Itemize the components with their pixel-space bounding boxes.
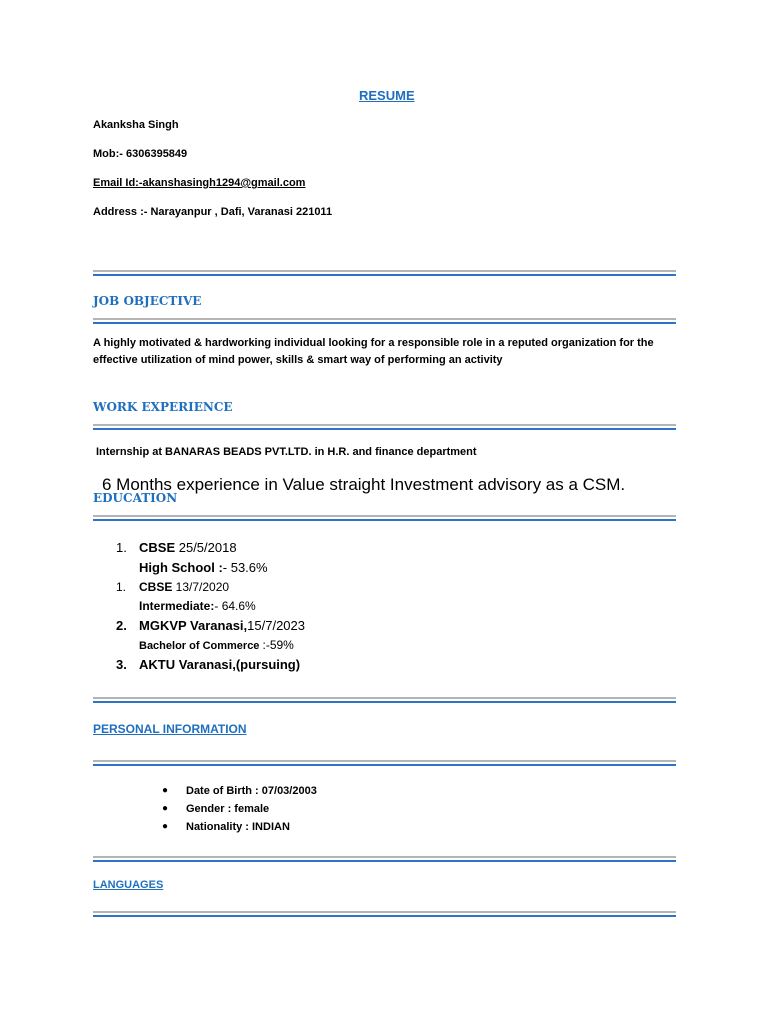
education-item (139, 580, 229, 594)
education-percentage: :-59% (262, 638, 294, 652)
personal-information-heading: PERSONAL INFORMATION (93, 722, 247, 736)
education-percentage: - 53.6% (222, 560, 268, 575)
section-divider (93, 697, 676, 703)
education-heading: EDUCATION (93, 491, 178, 505)
internship-text: Internship at BANARAS BEADS PVT.LTD. in H.R. and finance department (96, 446, 477, 458)
education-score (139, 638, 294, 652)
education-item-number: 1. (116, 580, 127, 594)
gender: Gender : female (186, 803, 270, 815)
candidate-name: Akanksha Singh (93, 119, 179, 131)
education-level: High School : (139, 560, 223, 575)
education-score (139, 599, 256, 613)
education-item-number: 3. (116, 657, 127, 672)
section-divider (93, 760, 676, 766)
postal-address: Address :- Narayanpur , Dafi, Varanasi 221011 (93, 206, 333, 218)
education-item-number: 2. (116, 618, 127, 633)
education-date: 13/7/2020 (172, 580, 230, 594)
job-objective-line-1: A highly motivated & hardworking individual looking for a responsible role in a reputed organization for the (93, 337, 654, 349)
work-experience-heading: WORK EXPERIENCE (93, 400, 233, 414)
languages-heading: LANGUAGES (93, 879, 164, 891)
education-level: Bachelor of Commerce (139, 640, 263, 652)
section-divider (93, 856, 676, 862)
education-percentage: - 64.6% (214, 599, 256, 613)
education-university: MGKVP Varanasi, (139, 618, 248, 633)
job-objective-line-2: effective utilization of mind power, skills & smart way of performing an activity (93, 354, 503, 366)
section-divider (93, 270, 676, 276)
experience-text: 6 Months experience in Value straight Investment advisory as a CSM. (102, 475, 626, 494)
section-divider (93, 911, 676, 917)
date-of-birth: Date of Birth : 07/03/2003 (186, 785, 317, 797)
education-item (139, 540, 237, 555)
education-date: 15/7/2023 (247, 618, 305, 633)
email-address[interactable]: Email Id:-akanshasingh1294@gmail.com (93, 177, 306, 189)
education-level: Intermediate: (139, 599, 215, 613)
education-score (139, 560, 268, 575)
bullet-icon: ● (162, 803, 169, 814)
job-objective-heading: JOB OBJECTIVE (93, 294, 202, 308)
education-board: CBSE (139, 580, 173, 594)
education-item-number: 1. (116, 540, 127, 555)
bullet-icon: ● (162, 821, 169, 832)
mobile-number: Mob:- 6306395849 (93, 148, 188, 160)
education-board: CBSE (139, 540, 176, 555)
section-divider (93, 424, 676, 430)
bullet-icon: ● (162, 785, 169, 796)
section-divider (93, 318, 676, 324)
education-university: AKTU Varanasi,(pursuing) (139, 657, 301, 672)
education-date: 25/5/2018 (175, 540, 237, 555)
section-divider (93, 515, 676, 521)
education-item (139, 618, 305, 633)
resume-title: RESUME (359, 88, 415, 103)
nationality: Nationality : INDIAN (186, 821, 290, 833)
